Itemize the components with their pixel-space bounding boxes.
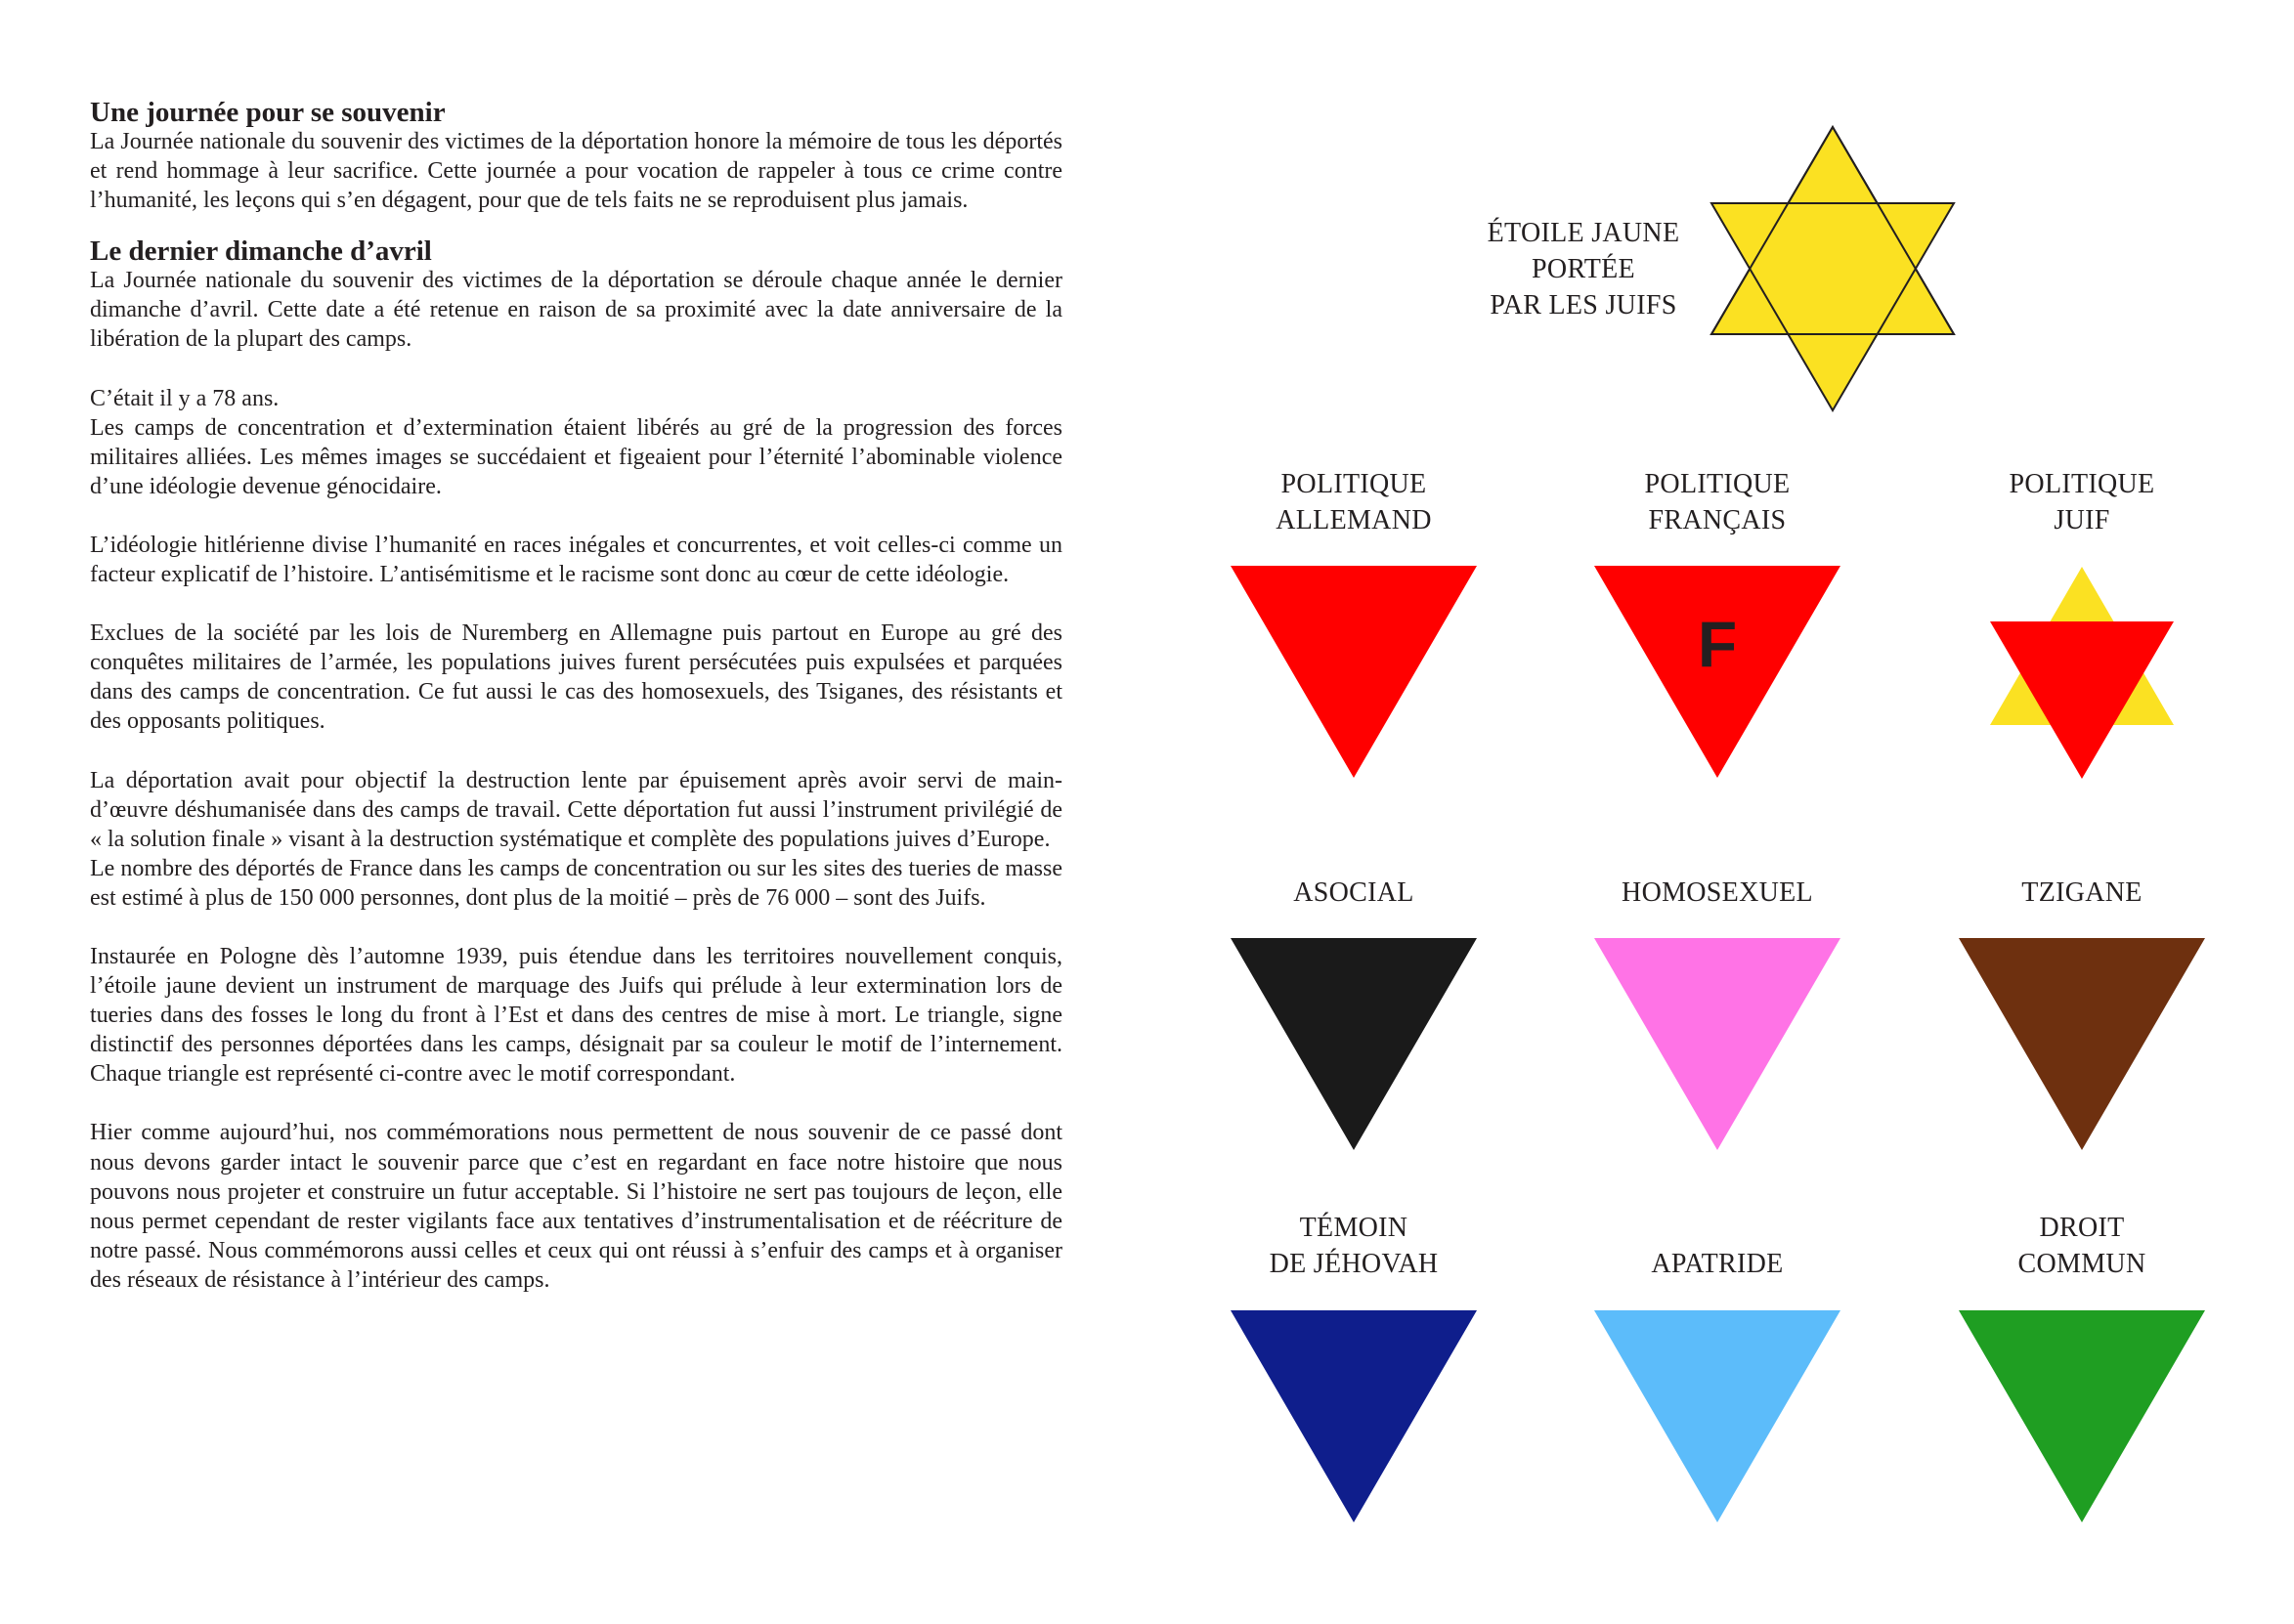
light-blue-triangle-icon [1594,1310,1840,1523]
label-line: POLITIQUE [1280,469,1427,499]
label-line: ASOCIAL [1293,877,1414,908]
apatride-label [1571,1246,1864,1282]
label-line: DE JÉHOVAH [1269,1249,1439,1279]
label-line: POLITIQUE [2009,469,2155,499]
homosexuel-label [1571,875,1864,911]
paragraph: La Journée nationale du souvenir des victimes de la déportation se déroule chaque année le dernier dimanche d’avril. Cette date a été retenue en raison de sa proximité avec la date anniversaire de la libération de la plupart des camps. [90,268,1062,353]
section-title: Le dernier dimanche d’avril [90,235,432,268]
tzigane-label [1935,875,2229,911]
purple-blue-triangle-icon [1231,1310,1477,1523]
black-triangle-icon [1231,938,1477,1151]
paragraph: Les camps de concentration et d’extermination étaient libérés au gré de la progression des forces militaires alliées. Les mêmes images se succédaient et figeaient pour l’éternité l’abominable violence d’une idéologie devenue génocidaire. [90,414,1062,499]
temoin-jehovah-label [1207,1210,1500,1282]
paragraph: Le nombre des déportés de France dans les camps de concentration ou sur les sites des tueries de masse est estimé à plus de 150 000 personnes, dont plus de la moitié – près de 76 000 – sont des Juifs. [90,855,1062,911]
yellow-star-of-david-icon [1708,125,1958,412]
triangle-letter: F [1697,608,1738,680]
pink-triangle-icon [1594,938,1840,1151]
paragraph: Exclues de la société par les lois de Nuremberg en Allemagne puis partout en Europe au gré des conquêtes militaires de l’armée, les populations juives furent persécutées puis expulsées et parquées dans des camps de concentration. Ce fut aussi le cas des homosexuels, des Tsiganes, des résistants et des opposants politiques. [90,620,1062,735]
paragraph: L’idéologie hitlérienne divise l’humanité en races inégales et concurrentes, et voit celles-ci comme un facteur explicatif de l’histoire. L’antisémitisme et le racisme sont donc au cœur de cette idéologie. [90,532,1062,588]
label-line: ALLEMAND [1276,505,1432,535]
brown-triangle-icon [1959,938,2205,1151]
label-line: APATRIDE [1651,1249,1784,1279]
paragraph: La déportation avait pour objectif la destruction lente par épuisement après avoir servi de main-d’œuvre déshumanisée dans des camps de travail. Cette déportation fut aussi l’instrument privilégié de « la solution finale » visant à la destruction systématique et complète des populations juives d’Europe. [90,767,1062,852]
paragraph: Instaurée en Pologne dès l’automne 1939, puis étendue dans les territoires nouvellement conquis, l’étoile jaune devient un instrument de marquage des Juifs qui prélude à leur extermination lors de tueries dans des fosses le long du front à l’Est et dans des centres de mise à mort. Le triangle, signe distinctif des personnes déportées dans les camps, désignait par sa couleur le motif de l’internement. Chaque triangle est représenté ci-contre avec le motif correspondant. [90,943,1062,1088]
paragraph: La Journée nationale du souvenir des victimes de la déportation honore la mémoire de tous les déportés et rend hommage à leur sacrifice. Cette journée a pour vocation de rappeler à tous ce crime contre l’humanité, les leçons qui s’en dégagent, pour que de tels faits ne se reproduisent plus jamais. [90,129,1062,214]
green-triangle-icon [1959,1310,2205,1523]
asocial-label [1207,875,1500,911]
label-line: ÉTOILE JAUNE [1487,218,1680,248]
red-yellow-star-icon [1990,567,2174,779]
politique-allemand-label [1207,466,1500,538]
star-label [1466,215,1701,323]
red-triangle-icon [1231,566,1477,779]
label-line: COMMUN [2017,1249,2146,1279]
label-line: PORTÉE [1532,254,1635,284]
label-line: JUIF [2054,505,2110,535]
paragraph: Hier comme aujourd’hui, nos commémorations nous permettent de nous souvenir de ce passé dont nous devons garder intact le souvenir parce que c’est en regardant en face notre histoire que nous pouvons nous projeter et construire un futur acceptable. Si l’histoire ne sert pas toujours de leçon, elle nous permet cependant de rester vigilants face aux tentatives d’instrumentalisation et de réécriture de notre passé. Nous commémorons aussi celles et ceux qui ont réussi à s’enfuir des camps et à organiser des réseaux de résistance à l’intérieur des camps. [90,1120,1062,1293]
red-triangle-f-icon [1594,566,1840,779]
politique-juif-label [1935,466,2229,538]
label-line: DROIT [2039,1213,2125,1243]
droit-commun-label [1935,1210,2229,1282]
label-line: FRANÇAIS [1648,505,1787,535]
label-line: PAR LES JUIFS [1490,290,1677,321]
paragraph: C’était il y a 78 ans. [90,385,280,411]
politique-francais-label [1571,466,1864,538]
label-line: POLITIQUE [1644,469,1791,499]
text-column [90,98,1062,1295]
label-line: HOMOSEXUEL [1622,877,1813,908]
label-line: TÉMOIN [1299,1213,1408,1243]
label-line: TZIGANE [2021,877,2143,908]
section-title: Une journée pour se souvenir [90,97,446,128]
